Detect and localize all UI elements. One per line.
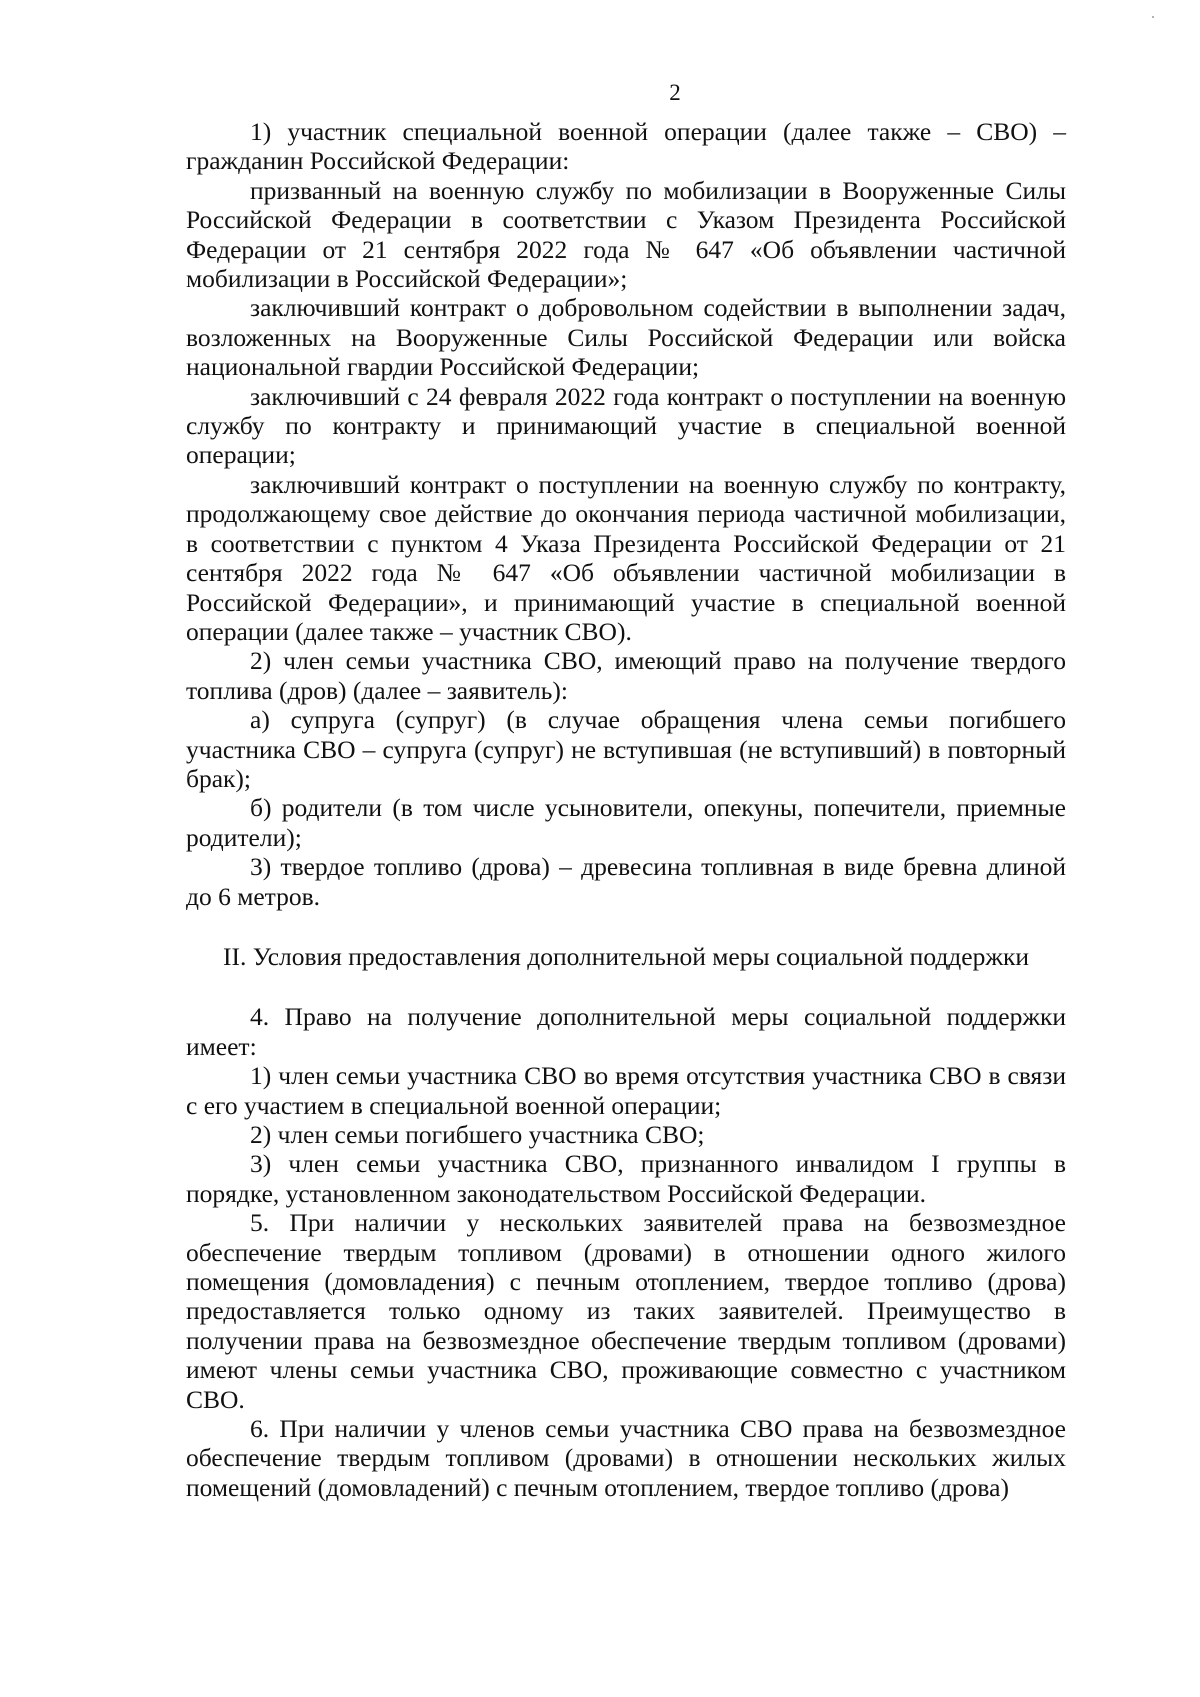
paragraph-spouse: а) супруга (супруг) (в случае обращения члена семьи погибшего участника СВО – супруга (супруг) не вступившая (не вступивший) в повторный брак); [186,705,1066,793]
paragraph-solid-fuel: 3) твердое топливо (дрова) – древесина топливная в виде бревна длиной до 6 метров. [186,852,1066,911]
paragraph-family-member: 2) член семьи участника СВО, имеющий право на получение твердого топлива (дров) (далее – заявитель): [186,646,1066,705]
paragraph-multiple-applicants: 5. При наличии у нескольких заявителей права на безвозмездное обеспечение твердым топливом (дровами) в отношении одного жилого помещения (домовладения) с печным отоплением, твердое топливо (дрова) предоставляется только одному из таких заявителей. Преимущество в получении права на безвозмездное обеспечение твердым топливом (дровами) имеют члены семьи участника СВО, проживающие совместно с участником СВО. [186,1208,1066,1414]
paragraph-right-to-support: 4. Право на получение дополнительной меры социальной поддержки имеет: [186,1002,1066,1061]
paragraph-volunteer-contract: заключивший контракт о добровольном содействии в выполнении задач, возложенных на Вооруженные Силы Российской Федерации или войска национальной гвардии Российской Федерации; [186,293,1066,382]
section-heading: II. Условия предоставления дополнительной меры социальной поддержки [222,941,1030,971]
paragraph-contract-extended: заключивший контракт о поступлении на военную службу по контракту, продолжающему свое действие до окончания периода частичной мобилизации, в соответствии с пунктом 4 Указа Президента Российской Федерации от 21 сентября 2022 года № 647 «Об объявлении частичной мобилизации в Российской Федерации», и принимающий участие в специальной военной операции (далее также – участник СВО). [186,469,1066,646]
page-number: 2 [669,80,681,105]
paragraph-mobilized: призванный на военную службу по мобилизации в Вооруженные Силы Российской Федерации в соответствии с Указом Президента Российской Федерации от 21 сентября 2022 года № 647 «Об объявлении частичной мобилизации в Российской Федерации»; [186,175,1066,294]
paragraph-right-disabled: 3) член семьи участника СВО, признанного инвалидом I группы в порядке, установленном законодательством Российской Федерации. [186,1149,1066,1208]
paragraph-multiple-dwellings: 6. При наличии у членов семьи участника СВО права на безвозмездное обеспечение твердым топливом (дровами) в отношении нескольких жилых помещений (домовладений) с печным отоплением, твердое топливо (дрова) [186,1414,1066,1502]
scan-speck [1152,16,1154,18]
paragraph-right-absence: 1) член семьи участника СВО во время отсутствия участника СВО в связи с его участием в специальной военной операции; [186,1061,1066,1120]
paragraph-parents: б) родители (в том числе усыновители, опекуны, попечители, приемные родители); [186,793,1066,852]
paragraph-definition-participant: 1) участник специальной военной операции (далее также – СВО) – гражданин Российской Федерации: [186,117,1066,176]
paragraph-right-deceased: 2) член семьи погибшего участника СВО; [250,1120,705,1149]
document-body [186,117,1066,1502]
paragraph-contract-since-feb-2022: заключивший с 24 февраля 2022 года контракт о поступлении на военную службу по контракту и принимающий участие в специальной военной операции; [186,381,1066,470]
